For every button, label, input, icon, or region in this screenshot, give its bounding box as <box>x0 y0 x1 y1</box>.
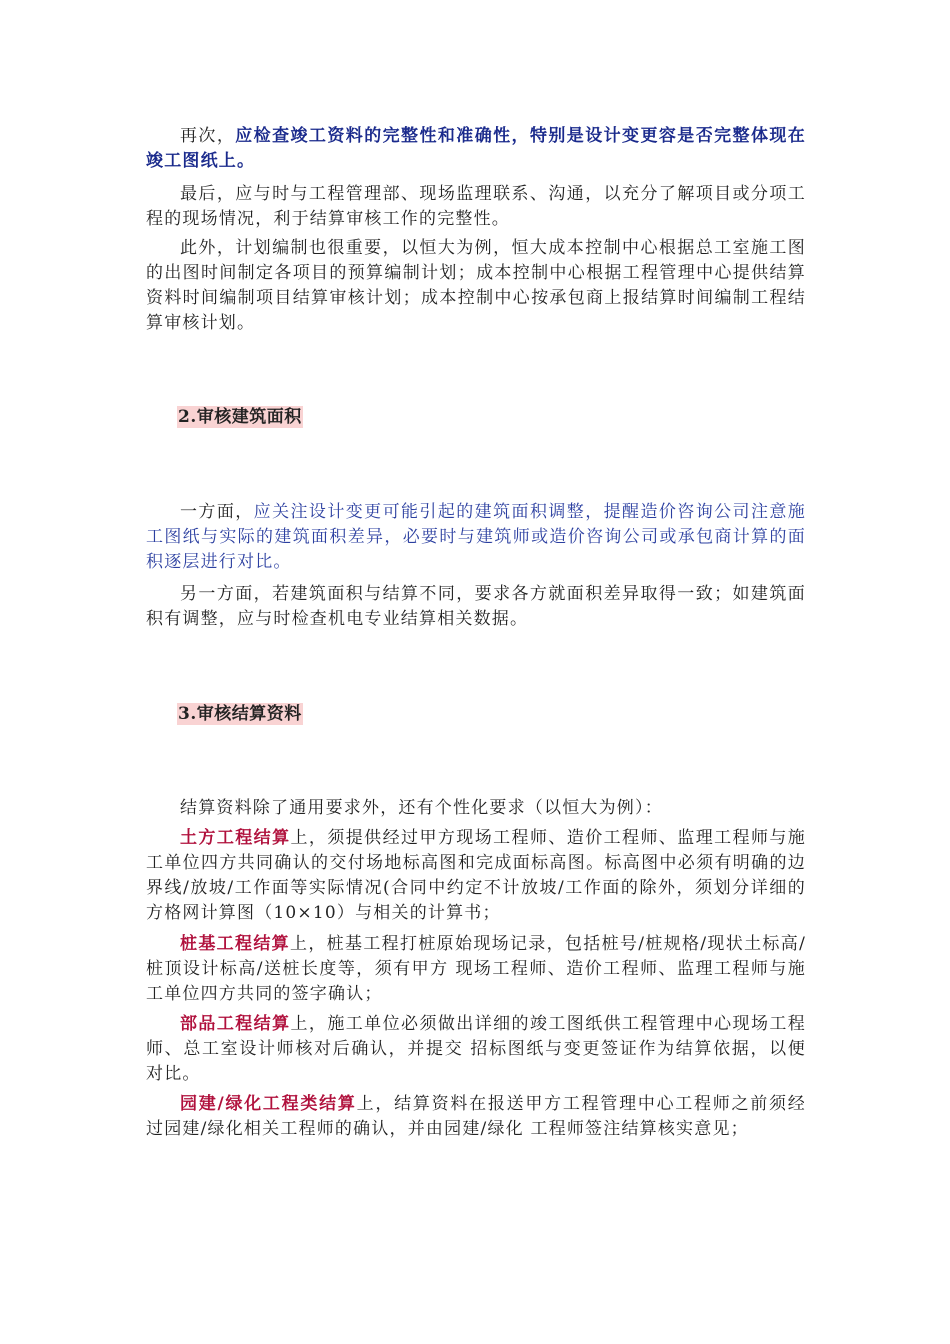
term-pile: 桩基工程结算 <box>180 934 290 954</box>
term-earthwork: 土方工程结算 <box>180 828 291 848</box>
emphasis-text: 应检查竣工资料的完整性和准确性，特别是设计变更容是否完整体现在竣工图纸上。 <box>146 126 806 171</box>
paragraph-area-difference: 另一方面，若建筑面积与结算不同，要求各方就面积差异取得一致；如建筑面积有调整，应与时检查机电专业结算相关数据。 <box>146 584 806 629</box>
paragraph-communication: 最后，应与时与工程管理部、现场监理联系、沟通，以充分了解项目或分项工程的现场情况，利于结算审核工作的完整性。 <box>146 184 806 229</box>
paragraph-pile <box>146 932 806 1007</box>
emphasis-text: 应关注设计变更可能引起的建筑面积调整，提醒造价咨询公司注意施工图纸与实际的建筑面积差异，必要时与建筑师或造价咨询公司或承包商计算的面积逐层进行对比。 <box>146 502 806 572</box>
paragraph-final-check <box>146 124 806 174</box>
section-heading-building-area: 2.审核建筑面积 <box>178 407 302 427</box>
term-description: 上，桩基工程打桩原始现场记录，包括桩号/桩规格/现状土标高/桩顶设计标高/送桩长度等，须有甲方 现场工程师、造价工程师、监理工程师与施工单位四方共同的签字确认； <box>146 934 807 1004</box>
paragraph-plan: 此外，计划编制也很重要，以恒大为例，恒大成本控制中心根据总工室施工图的出图时间制定各项目的预算编制计划；成本控制中心根据工程管理中心提供结算资料时间编制项目结算审核计划；成本控制中心按承包商上报结算时间编制工程结算审核计划。 <box>146 238 806 333</box>
term-components: 部品工程结算 <box>180 1014 291 1034</box>
term-description: 上，施工单位必须做出详细的竣工图纸供工程管理中心现场工程师、总工室设计师核对后确认，并提交 招标图纸与变更签证作为结算依据，以便对比。 <box>146 1014 806 1084</box>
paragraph-components <box>146 1012 806 1087</box>
paragraph-lead: 再次， <box>180 126 236 146</box>
term-description: 上，结算资料在报送甲方工程管理中心工程师之前须经过园建/绿化相关工程师的确认，并由园建/绿化 工程师签注结算核实意见； <box>146 1094 806 1139</box>
paragraph-area-adjustment <box>146 500 806 575</box>
section-heading-settlement-materials: 3.审核结算资料 <box>178 704 302 724</box>
paragraph-landscape <box>146 1092 806 1142</box>
term-description: 上，须提供经过甲方现场工程师、造价工程师、监理工程师与施工单位四方共同确认的交付场地标高图和完成面标高图。标高图中必须有明确的边界线/放坡/工作面等实际情况(合同中约定不计放坡/工作面的除外，须划分详细的方格网计算图（10×10）与相关的计算书； <box>146 828 806 923</box>
term-landscape: 园建/绿化工程类结算 <box>180 1094 357 1114</box>
paragraph-settlement-intro: 结算资料除了通用要求外，还有个性化要求（以恒大为例）： <box>180 798 663 818</box>
paragraph-earthwork <box>146 826 806 926</box>
paragraph-lead: 一方面， <box>180 502 254 522</box>
